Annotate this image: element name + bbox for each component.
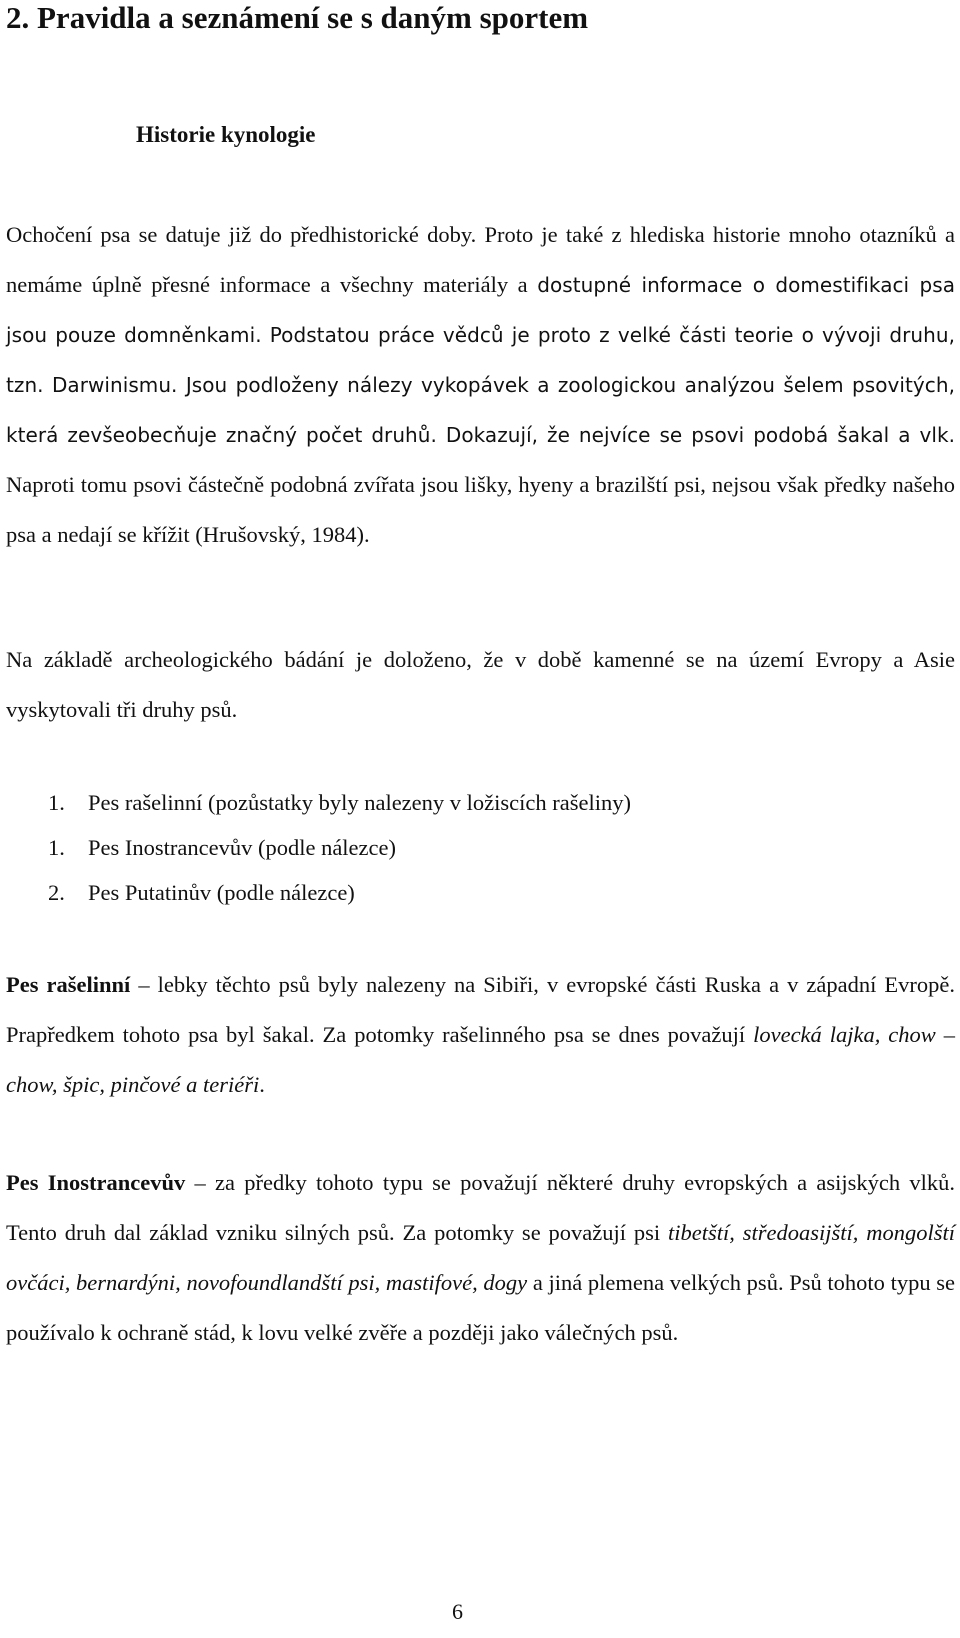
page-number: 6 (452, 1599, 463, 1624)
paragraph-archaeology: Na základě archeologického bádání je doloženo, že v době kamenné se na území Evropy a Asie vyskytovali tři druhy psů. (6, 647, 955, 722)
paragraph-domestication (6, 210, 955, 560)
paragraph-pes-raselinni-text2: . (259, 1072, 265, 1097)
paragraph-domestication-part2: dostupné informace o domestifikaci psa jsou pouze domněnkami. Podstatou práce vědců je proto z velké části teorie o vývoji druhu, tzn. Darwinismu. Jsou podloženy nálezy vykopávek a zoologickou analýzou šelem psovitých, která zevšeobecňuje značný počet druhů. Dokazují, že nejvíce se psovi podobá šakal a vlk. (6, 273, 956, 447)
dog-types-list (48, 780, 631, 915)
list-item (48, 870, 631, 915)
list-item (48, 780, 631, 825)
paragraph-domestication-part1: Ochočení psa se datuje již do předhistorické doby. Proto je také z hlediska historie mnoho otazníků a nemáme úplně přesné informace a všechny materiály a (6, 222, 955, 297)
paragraph-pes-inostrancevuv-text2: a jiná plemena velkých psů. Psů tohoto typu se používalo k ochraně stád, k lovu velké zvěře a později jako válečných psů. (6, 1270, 956, 1345)
paragraph-pes-raselinni (6, 960, 955, 1110)
paragraph-pes-raselinni-text1: – lebky těchto psů byly nalezeny na Sibiři, v evropské části Ruska a v západní Evropě. Prapředkem tohoto psa byl šakal. Za potomky rašelinného psa se dnes považují (6, 972, 955, 1047)
list-item-number: 2. (48, 880, 65, 905)
list-item-text: Pes Inostrancevův (podle nálezce) (88, 835, 396, 860)
list-item-number: 1. (48, 790, 65, 815)
list-item-text: Pes Putatinův (podle nálezce) (88, 880, 355, 905)
paragraph-pes-inostrancevuv-text1: – za předky tohoto typu se považují některé druhy evropských a asijských vlků. Tento druh dal základ vzniku silných psů. Za potomky se považují psi (6, 1170, 955, 1245)
term-pes-inostrancevuv: Pes Inostrancevův (6, 1170, 186, 1195)
list-item-text: Pes rašelinní (pozůstatky byly nalezeny v ložiscích rašeliny) (88, 790, 631, 815)
list-item (48, 825, 631, 870)
list-item-number: 1. (48, 835, 65, 860)
breed-list-inostrancevuv: tibetští, středoasijští, mongolští ovčáci, bernardýni, novofoundlandští psi, mastifové, dogy (6, 1220, 955, 1295)
breed-list-raselinni: lovecká lajka, chow – chow, špic, pinčové a teriéři (6, 1022, 955, 1097)
paragraph-pes-inostrancevuv (6, 1158, 955, 1358)
chapter-title: 2. Pravidla a seznámení se s daným sportem (6, 0, 589, 35)
section-title: Historie kynologie (136, 122, 316, 147)
term-pes-raselinni: Pes rašelinní (6, 972, 131, 997)
paragraph-domestication-part3: Naproti tomu psovi částečně podobná zvířata jsou lišky, hyeny a brazilští psi, nejsou však předky našeho psa a nedají se křížit (Hrušovský, 1984). (6, 472, 955, 547)
